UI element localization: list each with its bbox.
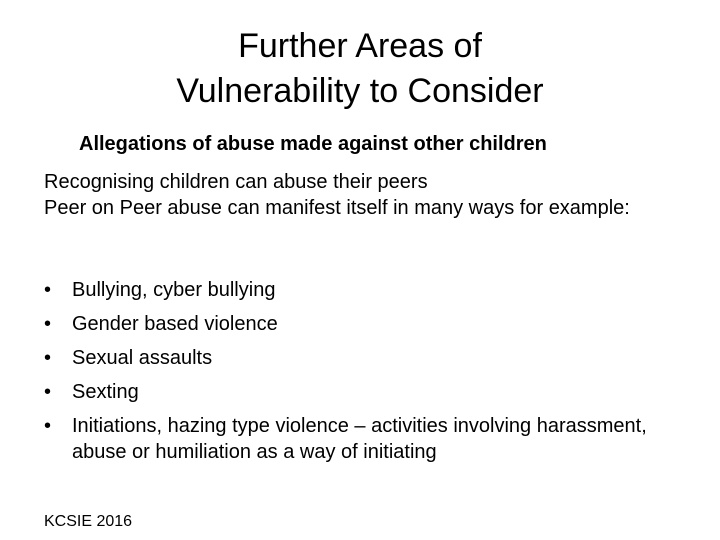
bullet-text: Sexting <box>72 381 139 403</box>
bullet-icon: • <box>44 313 52 335</box>
bullet-text: Bullying, cyber bullying <box>72 279 276 301</box>
bullet-item <box>44 413 694 465</box>
bullet-text: Gender based violence <box>72 313 278 335</box>
bullet-icon: • <box>44 279 52 301</box>
slide-title <box>0 24 720 114</box>
slide-title-line-2: Vulnerability to Consider <box>176 72 544 110</box>
slide-body <box>44 169 676 221</box>
bullet-icon: • <box>44 415 52 437</box>
bullet-item <box>44 277 694 303</box>
bullet-list <box>44 277 694 465</box>
footer-source: KCSIE 2016 <box>44 513 133 530</box>
bullet-text: Sexual assaults <box>72 347 213 369</box>
slide-subheading: Allegations of abuse made against other children <box>79 133 547 155</box>
body-line-2: Peer on Peer abuse can manifest itself in many ways for example: <box>44 197 630 219</box>
bullet-item <box>44 345 694 371</box>
slide-title-line-1: Further Areas of <box>238 27 482 65</box>
bullet-icon: • <box>44 347 52 369</box>
bullet-item <box>44 311 694 337</box>
bullet-text: Initiations, hazing type violence – activities involving harassment, abuse or humiliation as a way of initiating <box>72 415 647 463</box>
bullet-item <box>44 379 694 405</box>
bullet-icon: • <box>44 381 52 403</box>
body-line-1: Recognising children can abuse their peers <box>44 171 428 193</box>
